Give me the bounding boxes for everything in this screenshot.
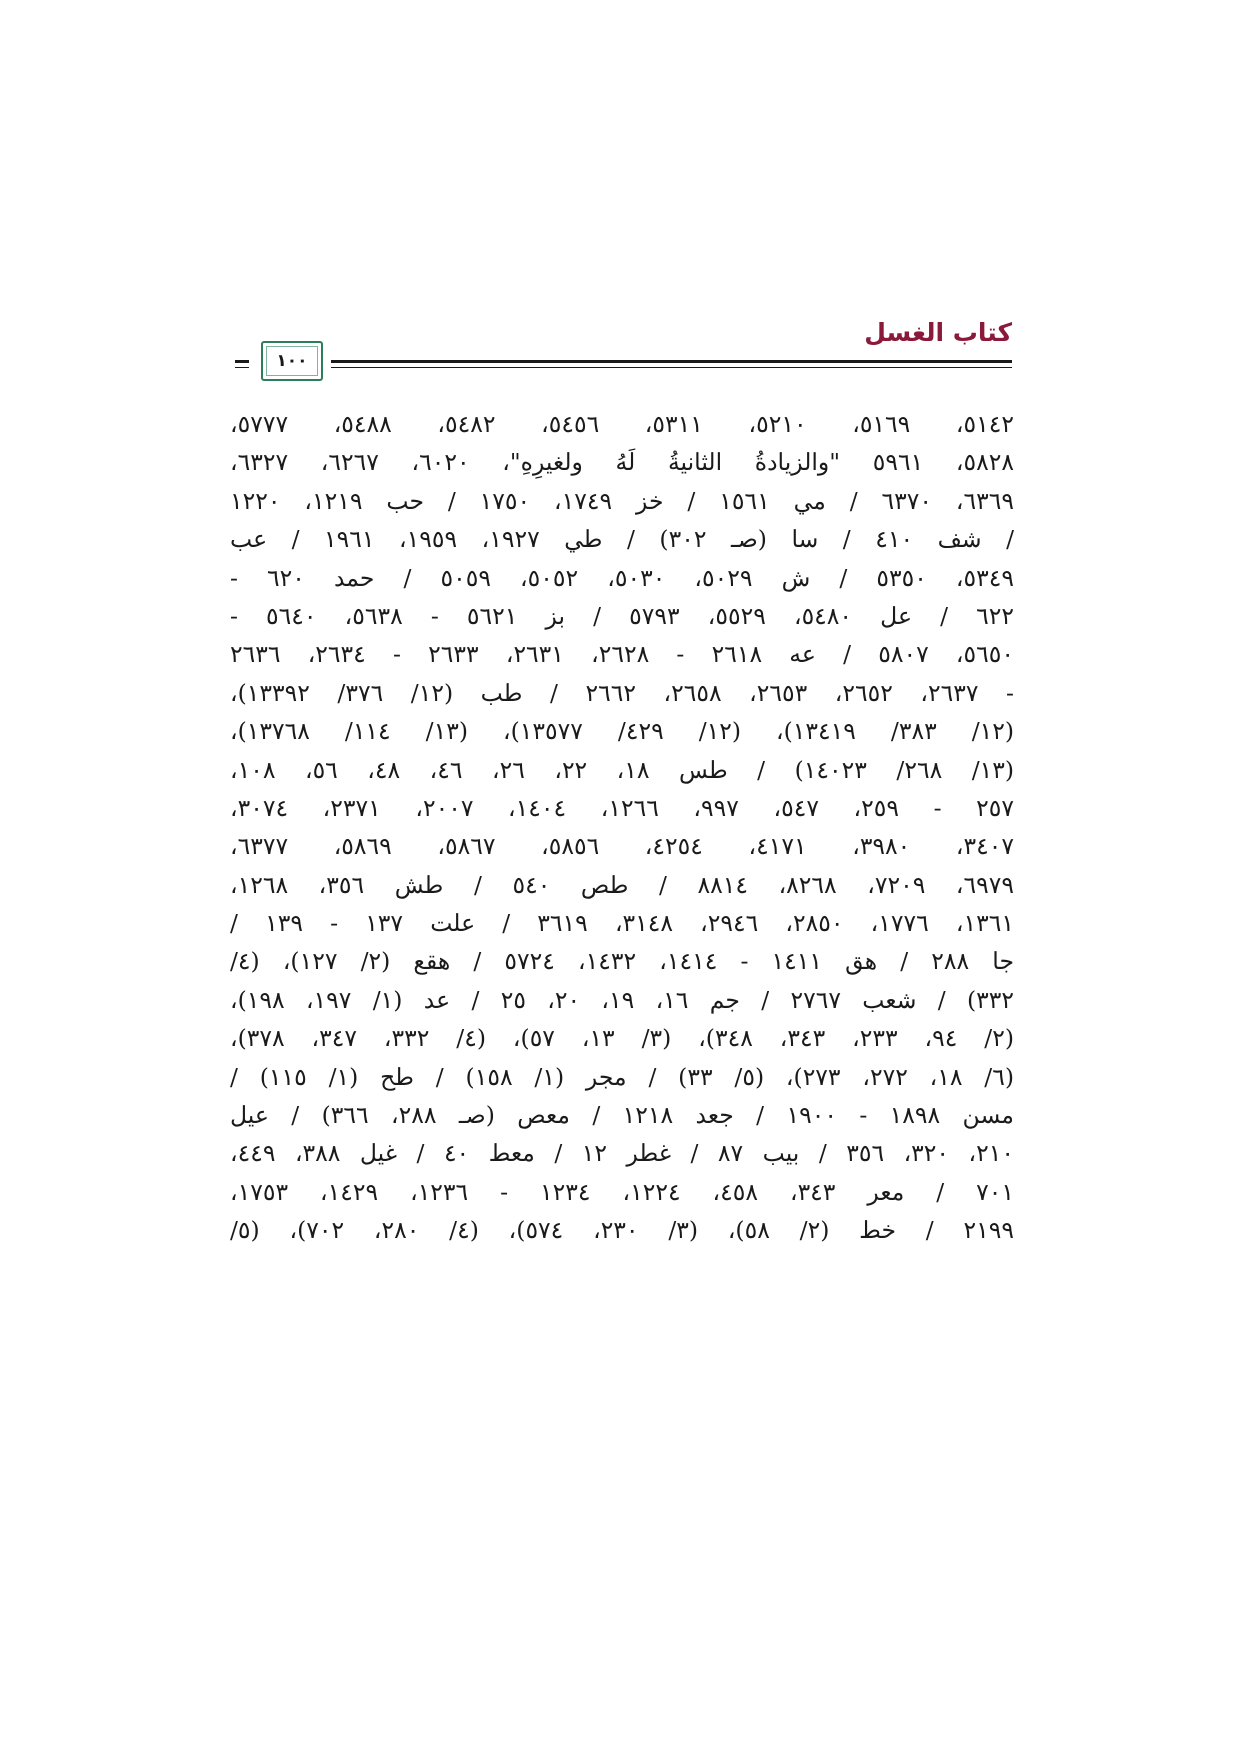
text-line: مسن ١٨٩٨ - ١٩٠٠ / جعد ١٢١٨ / معص (صـ ٢٨٨، ٣٦٦) / عيل — [230, 1101, 1014, 1130]
body-text — [230, 405, 1014, 1250]
text-line: ٢٥٧ - ٢٥٩، ٥٤٧، ٩٩٧، ١٢٦٦، ١٤٠٤، ٢٠٠٧، ٢٣٧١، ٣٠٧٤، — [230, 793, 1014, 822]
text-line: ٣٤٠٧، ٣٩٨٠، ٤١٧١، ٤٢٥٤، ٥٨٥٦، ٥٨٦٧، ٥٨٦٩، ٦٣٧٧، — [230, 832, 1014, 861]
text-line: ٥٨٢٨، ٥٩٦١ "والزيادةُ الثانيةُ لَهُ ولغيرِهِ"، ٦٠٢٠، ٦٢٦٧، ٦٣٢٧، — [230, 448, 1014, 477]
page-number: ١٠٠ — [276, 351, 308, 371]
text-line: ٦٩٧٩، ٧٢٠٩، ٨٢٦٨، ٨٨١٤ / طص ٥٤٠ / طش ٣٥٦، ١٢٦٨، — [230, 870, 1014, 899]
text-line: ٥٣٤٩، ٥٣٥٠ / ش ٥٠٢٩، ٥٠٣٠، ٥٠٥٢، ٥٠٥٩ / حمد ٦٢٠ - — [230, 563, 1014, 592]
text-line: (١٢/ ٣٨٣/ ١٣٤١٩)، (١٢/ ٤٢٩/ ١٣٥٧٧)، (١٣/ ١١٤/ ١٣٧٦٨)، — [230, 717, 1014, 746]
page-number-badge — [261, 341, 323, 381]
header-rule-thin — [235, 367, 1012, 368]
text-line: ٢١٩٩ / خط (٢/ ٥٨)، (٣/ ٢٣٠، ٥٧٤)، (٤/ ٢٨٠، ٧٠٢)، (٥/ — [230, 1216, 1014, 1245]
text-line: ٧٠١ / معر ٣٤٣، ٤٥٨، ١٢٢٤، ١٢٣٤ - ١٢٣٦، ١٤٢٩، ١٧٥٣، — [230, 1177, 1014, 1206]
text-line: ٦٢٢ / عل ٥٤٨٠، ٥٥٢٩، ٥٧٩٣ / بز ٥٦٢١ - ٥٦٣٨، ٥٦٤٠ - — [230, 601, 1014, 630]
text-line: ٣٣٢) / شعب ٢٧٦٧ / جم ١٦، ١٩، ٢٠، ٢٥ / عد (١/ ١٩٧، ١٩٨)، — [230, 985, 1014, 1014]
text-line: ٦٣٦٩، ٦٣٧٠ / مي ١٥٦١ / خز ١٧٤٩، ١٧٥٠ / حب ١٢١٩، ١٢٢٠ — [230, 486, 1014, 515]
text-line: جا ٢٨٨ / هق ١٤١١ - ١٤١٤، ١٤٣٢، ٥٧٢٤ / هقع (٢/ ١٢٧)، (٤/ — [230, 947, 1014, 976]
text-line: ٢١٠، ٣٢٠، ٣٥٦ / بيب ٨٧ / غطر ١٢ / معط ٤٠ / غيل ٣٨٨، ٤٤٩، — [230, 1139, 1014, 1168]
header-rule-thick — [235, 360, 1012, 363]
text-line: - ٢٦٣٧، ٢٦٥٢، ٢٦٥٣، ٢٦٥٨، ٢٦٦٢ / طب (١٢/ ٣٧٦/ ١٣٣٩٢)، — [230, 678, 1014, 707]
chapter-title: كتاب الغسل — [864, 318, 1012, 347]
text-line: ٥٦٥٠، ٥٨٠٧ / عه ٢٦١٨ - ٢٦٢٨، ٢٦٣١، ٢٦٣٣ - ٢٦٣٤، ٢٦٣٦ — [230, 640, 1014, 669]
text-line: (٢/ ٩٤، ٢٣٣، ٣٤٣، ٣٤٨)، (٣/ ١٣، ٥٧)، (٤/ ٣٣٢، ٣٤٧، ٣٧٨)، — [230, 1024, 1014, 1053]
text-line: (١٣/ ٢٦٨/ ١٤٠٢٣) / طس ١٨، ٢٢، ٢٦، ٤٦، ٤٨، ٥٦، ١٠٨، — [230, 755, 1014, 784]
text-line: ٥١٤٢، ٥١٦٩، ٥٢١٠، ٥٣١١، ٥٤٥٦، ٥٤٨٢، ٥٤٨٨، ٥٧٧٧، — [230, 410, 1014, 438]
text-line: ١٣٦١، ١٧٧٦، ٢٨٥٠، ٢٩٤٦، ٣١٤٨، ٣٦١٩ / علت ١٣٧ - ١٣٩ / — [230, 909, 1014, 938]
page-header — [235, 318, 1012, 388]
text-line: (٦/ ١٨، ٢٧٢، ٢٧٣)، (٥/ ٣٣) / مجر (١/ ١٥٨) / طح (١/ ١١٥) / — [230, 1062, 1014, 1091]
text-line: / شف ٤١٠ / سا (صـ ٣٠٢) / طي ١٩٢٧، ١٩٥٩، ١٩٦١ / عب — [230, 525, 1014, 554]
